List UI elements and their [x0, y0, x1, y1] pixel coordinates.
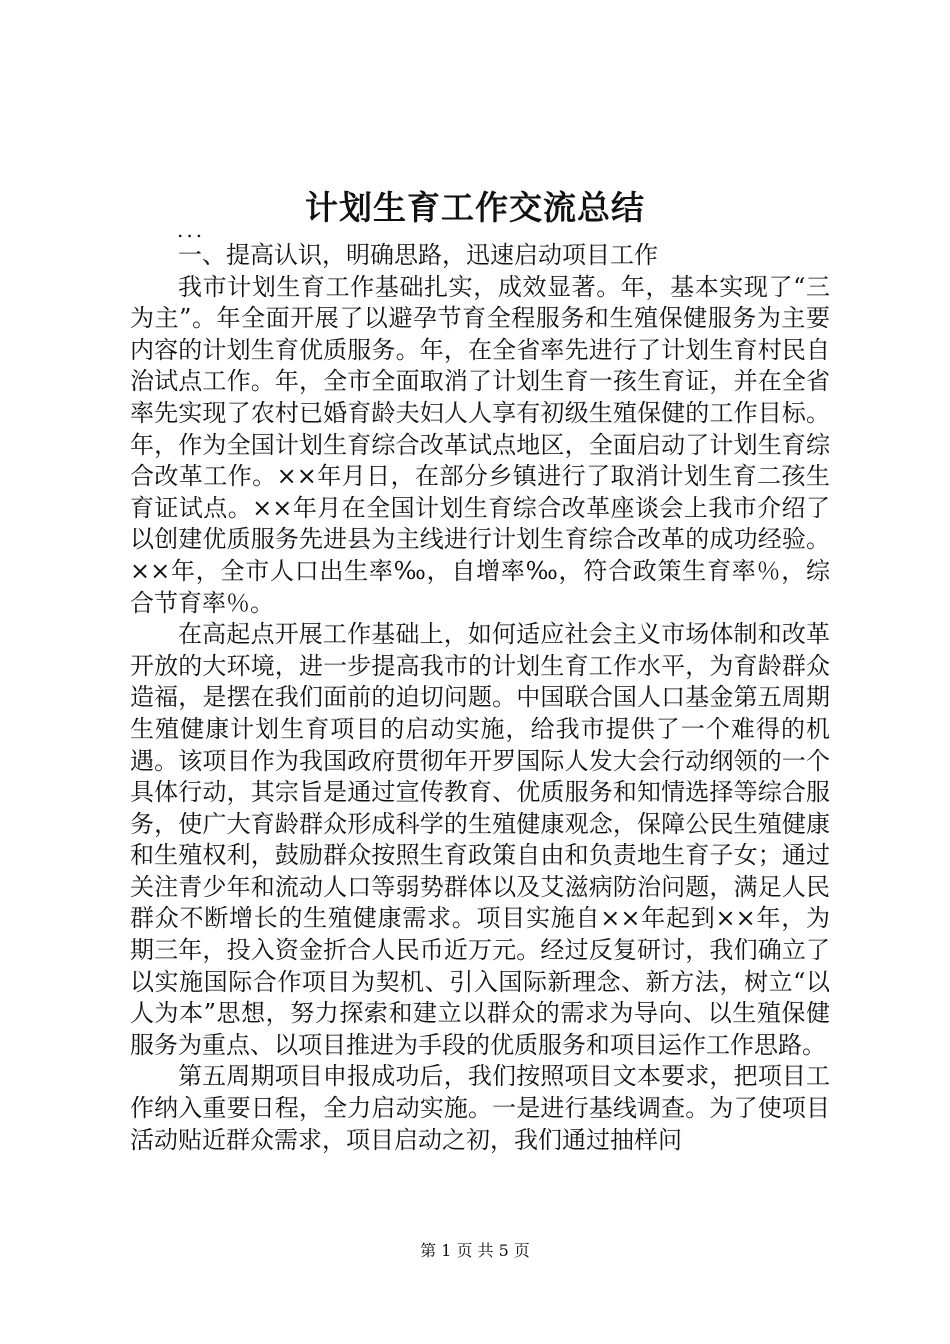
paragraph: 我市计划生育工作基础扎实，成效显著。年，基本实现了“三为主”。年全面开展了以避孕节育全程服务和生殖保健服务为主要内容的计划生育优质服务。年，在全省率先进行了计划生育村民自治试点工作。年，全市全面取消了计划生育一孩生育证，并在全省率先实现了农村已婚育龄夫妇人人享有初级生殖保健的工作目标。年，作为全国计划生育综合改革试点地区，全面启动了计划生育综合改革工作。××年月日，在部分乡镇进行了取消计划生育二孩生育证试点。××年月在全国计划生育综合改革座谈会上我市介绍了以创建优质服务先进县为主线进行计划生育综合改革的成功经验。××年，全市人口出生率‰，自增率‰，符合政策生育率％，综合节育率％。: [130, 272, 830, 617]
ellipsis-marker: ...: [177, 218, 206, 242]
document-body: [130, 240, 830, 1156]
document-title: 计划生育工作交流总结: [305, 188, 645, 227]
section-heading: 一、提高认识，明确思路，迅速启动项目工作: [178, 241, 658, 269]
page-footer: 第 1 页 共 5 页: [420, 1241, 530, 1260]
paragraph: 第五周期项目申报成功后，我们按照项目文本要求，把项目工作纳入重要日程，全力启动实施。一是进行基线调查。为了使项目活动贴近群众需求，项目启动之初，我们通过抽样问: [130, 1062, 830, 1154]
paragraph: 在高起点开展工作基础上，如何适应社会主义市场体制和改革开放的大环境，进一步提高我市的计划生育工作水平，为育龄群众造福，是摆在我们面前的迫切问题。中国联合国人口基金第五周期生殖健康计划生育项目的启动实施，给我市提供了一个难得的机遇。该项目作为我国政府贯彻年开罗国际人发大会行动纲领的一个具体行动，其宗旨是通过宣传教育、优质服务和知情选择等综合服务，使广大育龄群众形成科学的生殖健康观念，保障公民生殖健康和生殖权利，鼓励群众按照生育政策自由和负责地生育子女；通过关注青少年和流动人口等弱势群体以及艾滋病防治问题，满足人民群众不断增长的生殖健康需求。项目实施自××年起到××年，为期三年，投入资金折合人民币近万元。经过反复研讨，我们确立了以实施国际合作项目为契机、引入国际新理念、新方法，树立“以人为本”思想，努力探索和建立以群众的需求为导向、以生殖保健服务为重点、以项目推进为手段的优质服务和项目运作工作思路。: [130, 620, 830, 1059]
